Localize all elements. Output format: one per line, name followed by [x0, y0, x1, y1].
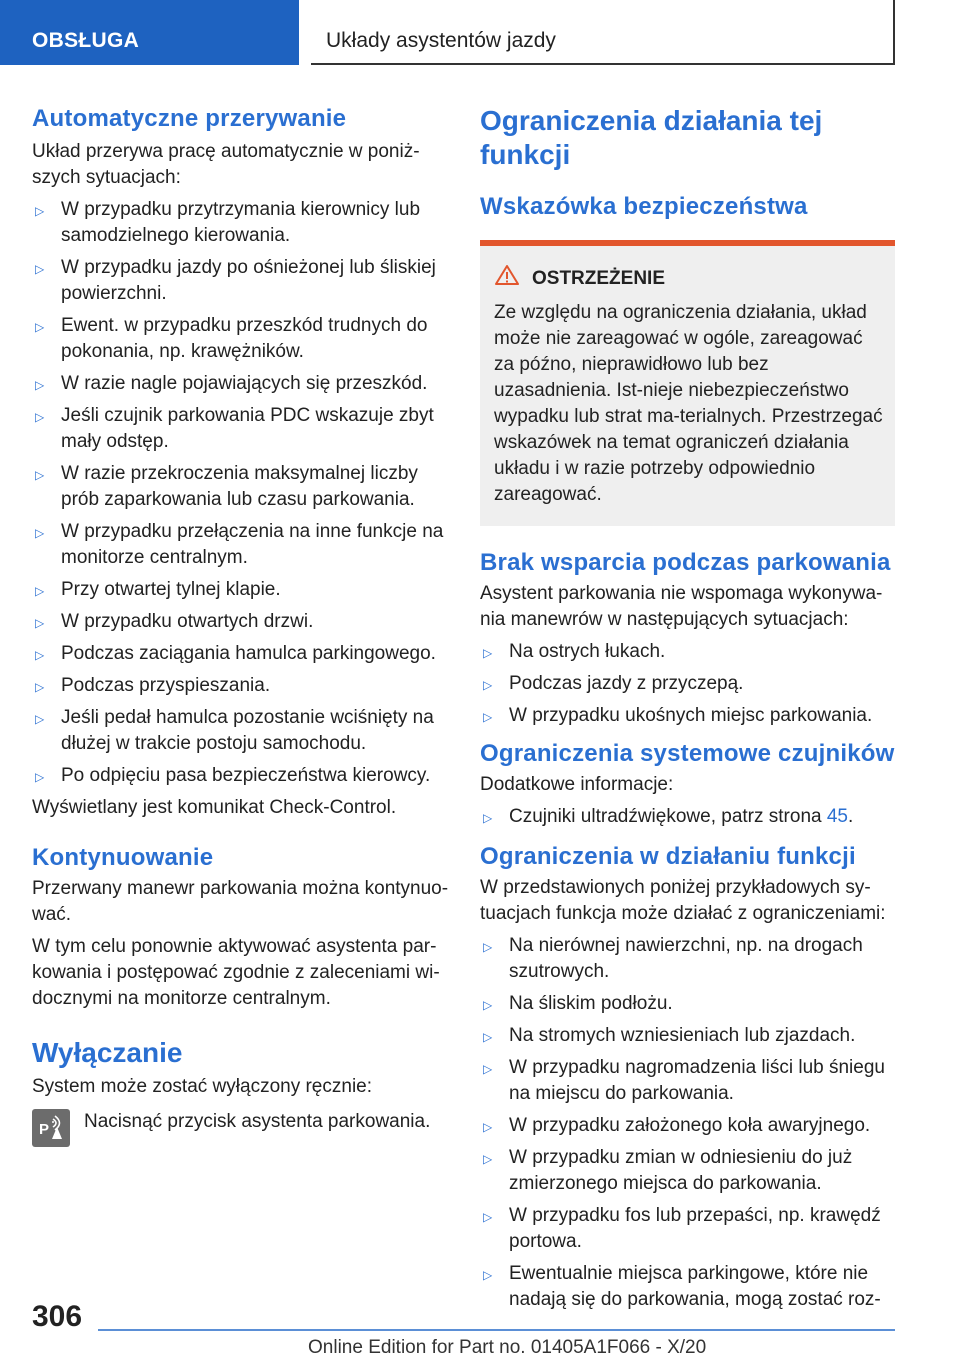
list-item	[32, 763, 452, 789]
svg-text:P: P	[39, 1121, 50, 1138]
auto-intro: Układ przerywa pracę automatycznie w poniż-szych sytuacjach:	[32, 141, 420, 188]
page-link[interactable]: 45	[826, 806, 848, 827]
list-item	[480, 804, 895, 830]
park-assist-instruction	[32, 1109, 452, 1147]
footer-divider	[98, 1329, 895, 1331]
list-item-text: W przypadku przytrzymania kierownicy lub samodzielnego kierowania.	[61, 199, 421, 246]
page-number: 306	[32, 1300, 83, 1333]
warning-title: OSTRZEŻENIE	[532, 268, 666, 289]
auto-outro: Wyświetlany jest komunikat Check-Control.	[32, 797, 397, 818]
heading-function-operation-limits: Ograniczenia w działaniu funkcji	[480, 843, 856, 870]
list-item	[480, 639, 895, 665]
list-item-text: Podczas zaciągania hamulca parkingowego.	[61, 643, 436, 664]
heading-no-parking-support: Brak wsparcia podczas parkowania	[480, 549, 891, 576]
list-item	[32, 609, 452, 635]
bullet-triangle-icon: ▷	[483, 1030, 493, 1044]
list-item-text: Jeśli czujnik parkowania PDC wskazuje zbyt mały odstęp.	[61, 405, 434, 452]
list-item	[32, 313, 452, 365]
warning-triangle-icon	[494, 264, 520, 294]
bullet-triangle-icon: ▷	[35, 680, 45, 694]
list-item	[32, 197, 452, 249]
bullet-triangle-icon: ▷	[35, 526, 45, 540]
bullet-triangle-icon: ▷	[35, 770, 45, 784]
list-item-text: Na śliskim podłożu.	[509, 993, 673, 1014]
list-item	[32, 519, 452, 571]
warning-box	[480, 240, 895, 526]
list-item	[480, 671, 895, 697]
list-item-text: Jeśli pedał hamulca pozostanie wciśnięty na dłużej w trakcie postoju samochodu.	[61, 707, 434, 754]
list-item-text: W razie nagle pojawiających się przeszkód.	[61, 373, 428, 394]
heading-sensor-limits: Ograniczenia systemowe czujników	[480, 740, 895, 767]
continue-paragraph-2: W tym celu ponownie aktywować asystenta par-kowania i postępować zgodnie z zaleceniami wi-docznymi na monitorze centralnym.	[32, 936, 440, 1009]
list-item-text: Podczas jazdy z przyczepą.	[509, 673, 744, 694]
bullet-triangle-icon: ▷	[483, 710, 493, 724]
list-item	[32, 255, 452, 307]
list-item-text: Na nierównej nawierzchni, np. na drogach szutrowych.	[509, 935, 863, 982]
continue-paragraph-1: Przerwany manewr parkowania można kontynuo-wać.	[32, 878, 449, 925]
footer-edition: Online Edition for Part no. 01405A1F066 - X/20	[308, 1337, 707, 1358]
func-intro: W przedstawionych poniżej przykładowych sy-tuacjach funkcja może działać z ograniczeniami:	[480, 877, 886, 924]
auto-interrupt-list	[32, 197, 452, 789]
section-label: OBSŁUGA	[32, 29, 140, 52]
func-limits-list	[480, 933, 895, 1313]
list-item	[480, 933, 895, 985]
sensor-intro: Dodatkowe informacje:	[480, 774, 674, 795]
bullet-triangle-icon: ▷	[483, 940, 493, 954]
bullet-triangle-icon: ▷	[35, 616, 45, 630]
sensor-item-text: Czujniki ultradźwiękowe, patrz strona	[509, 806, 827, 827]
list-item	[480, 703, 895, 729]
list-item-text: W przypadku nagromadzenia liści lub śniegu na miejscu do parkowania.	[509, 1057, 885, 1104]
left-column	[32, 104, 452, 1147]
switch-off-paragraph: System może zostać wyłączony ręcznie:	[32, 1076, 373, 1097]
list-item-text: W przypadku przełączenia na inne funkcje na monitorze centralnym.	[61, 521, 444, 568]
list-item	[32, 673, 452, 699]
bullet-triangle-icon: ▷	[483, 1152, 493, 1166]
list-item-text: Przy otwartej tylnej klapie.	[61, 579, 281, 600]
list-item	[480, 1113, 895, 1139]
heading-safety-note: Wskazówka bezpieczeństwa	[480, 193, 808, 220]
list-item-text: W razie przekroczenia maksymalnej liczby prób zaparkowania lub czasu parkowania.	[61, 463, 418, 510]
list-item	[32, 461, 452, 513]
sensor-list	[480, 804, 895, 830]
list-item	[480, 1261, 895, 1313]
list-item-text: W przypadku jazdy po ośnieżonej lub śliskiej powierzchni.	[61, 257, 436, 304]
sensor-item-end: .	[848, 806, 854, 827]
bullet-triangle-icon: ▷	[35, 468, 45, 482]
list-item	[480, 1023, 895, 1049]
bullet-triangle-icon: ▷	[35, 320, 45, 334]
heading-switch-off: Wyłączanie	[32, 1037, 183, 1068]
park-assist-button-icon	[32, 1109, 70, 1147]
park-assist-instruction-text: Nacisnąć przycisk asystenta parkowania.	[84, 1111, 431, 1132]
bullet-triangle-icon: ▷	[35, 584, 45, 598]
bullet-triangle-icon: ▷	[35, 712, 45, 726]
bullet-triangle-icon: ▷	[483, 1120, 493, 1134]
heading-function-limits: Ograniczenia działania tej funkcji	[480, 105, 823, 170]
bullet-triangle-icon: ▷	[35, 378, 45, 392]
list-item-text: W przypadku otwartych drzwi.	[61, 611, 314, 632]
list-item-text: Ewentualnie miejsca parkingowe, które nie nadają się do parkowania, mogą zostać roz-	[509, 1263, 881, 1310]
list-item-text: W przypadku zmian w odniesieniu do już zmierzonego miejsca do parkowania.	[509, 1147, 853, 1194]
list-item-text: W przypadku fos lub przepaści, np. krawędź portowa.	[509, 1205, 881, 1252]
bullet-triangle-icon: ▷	[483, 678, 493, 692]
list-item	[480, 1203, 895, 1255]
list-item-text: W przypadku ukośnych miejsc parkowania.	[509, 705, 873, 726]
bullet-triangle-icon: ▷	[35, 204, 45, 218]
section-tab	[0, 0, 299, 65]
chapter-title: Układy asystentów jazdy	[326, 29, 556, 52]
list-item	[32, 705, 452, 757]
chapter-header	[311, 0, 895, 65]
bullet-triangle-icon: ▷	[35, 410, 45, 424]
list-item	[480, 1055, 895, 1107]
bullet-triangle-icon: ▷	[35, 262, 45, 276]
bullet-triangle-icon: ▷	[483, 1268, 493, 1282]
bullet-triangle-icon: ▷	[483, 646, 493, 660]
list-item	[32, 577, 452, 603]
bullet-triangle-icon: ▷	[483, 1062, 493, 1076]
no-support-intro: Asystent parkowania nie wspomaga wykonywa-nia manewrów w następujących sytuacjach:	[480, 583, 883, 630]
list-item	[32, 371, 452, 397]
list-item-text: Na stromych wzniesieniach lub zjazdach.	[509, 1025, 856, 1046]
list-item-text: Ewent. w przypadku przeszkód trudnych do pokonania, np. krawężników.	[61, 315, 428, 362]
heading-automatic-interruption: Automatyczne przerywanie	[32, 105, 347, 132]
list-item-text: Podczas przyspieszania.	[61, 675, 271, 696]
list-item	[32, 403, 452, 455]
list-item	[480, 991, 895, 1017]
bullet-triangle-icon: ▷	[483, 998, 493, 1012]
list-item-text: W przypadku założonego koła awaryjnego.	[509, 1115, 871, 1136]
list-item-text: Po odpięciu pasa bezpieczeństwa kierowcy.	[61, 765, 431, 786]
list-item-text: Na ostrych łukach.	[509, 641, 666, 662]
bullet-triangle-icon: ▷	[35, 648, 45, 662]
warning-text: Ze względu na ograniczenia działania, układ może nie zareagować w ogóle, zareagować za późno, nieprawidłowo lub bez uzasadnienia. Ist-nieje niebezpieczeństwo wypadku lub strat ma-terialnych. Przestrzegać wskazówek na temat ograniczeń działania układu i w razie potrzeby odpowiednio zareagować.	[494, 302, 883, 505]
list-item	[32, 641, 452, 667]
right-column	[480, 104, 895, 1319]
heading-continue: Kontynuowanie	[32, 844, 214, 871]
bullet-triangle-icon: ▷	[483, 811, 493, 825]
list-item	[480, 1145, 895, 1197]
bullet-triangle-icon: ▷	[483, 1210, 493, 1224]
warning-title-row	[494, 264, 887, 294]
no-support-list	[480, 639, 895, 729]
